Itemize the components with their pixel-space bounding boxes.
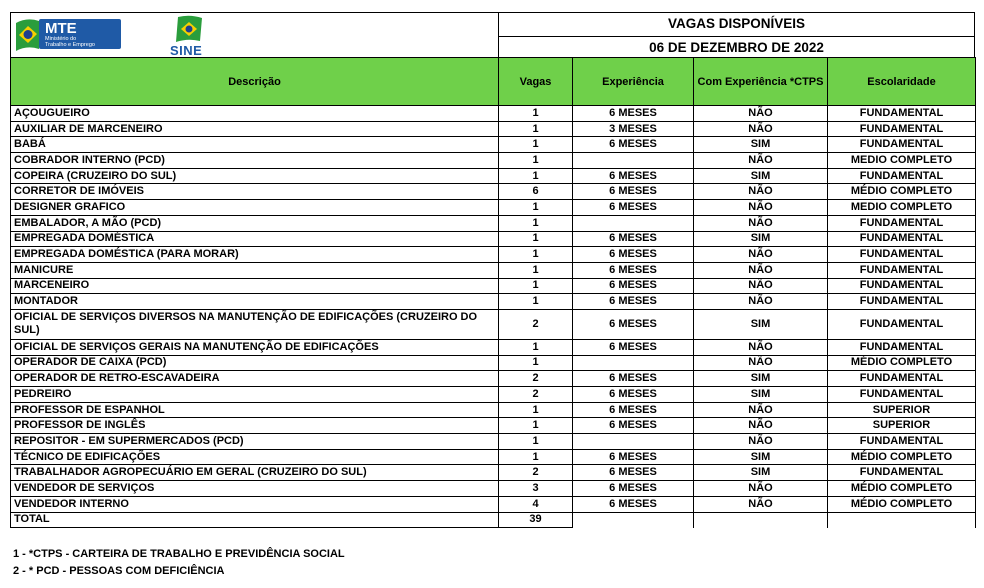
cell-vagas: 3 xyxy=(499,481,573,497)
footnote-pcd: 2 - * PCD - PESSOAS COM DEFICIÊNCIA xyxy=(13,565,225,577)
cell-ctps: NÃO xyxy=(694,496,828,512)
cell-experiencia: 6 MESES xyxy=(573,231,694,247)
cell-ctps: NÃO xyxy=(694,434,828,450)
table-row xyxy=(11,294,976,310)
cell-descricao: EMPREGADA DOMÉSTICA (PARA MORAR) xyxy=(11,247,499,263)
column-header-ctps: Com Experiência *CTPS xyxy=(694,58,828,106)
table-row xyxy=(11,481,976,497)
cell-escolaridade: MÉDIO COMPLETO xyxy=(828,355,976,371)
cell-ctps: NÃO xyxy=(694,121,828,137)
cell-vagas: 1 xyxy=(499,278,573,294)
cell-escolaridade: MÉDIO COMPLETO xyxy=(828,481,976,497)
table-row xyxy=(11,153,976,169)
cell-escolaridade: FUNDAMENTAL xyxy=(828,309,976,339)
cell-experiencia: 6 MESES xyxy=(573,200,694,216)
cell-experiencia xyxy=(573,215,694,231)
cell-descricao: COBRADOR INTERNO (PCD) xyxy=(11,153,499,169)
total-empty-cell xyxy=(694,512,828,528)
cell-vagas: 1 xyxy=(499,434,573,450)
cell-experiencia: 6 MESES xyxy=(573,387,694,403)
cell-experiencia xyxy=(573,434,694,450)
cell-vagas: 1 xyxy=(499,339,573,355)
table-row xyxy=(11,339,976,355)
table-row xyxy=(11,278,976,294)
cell-ctps: NÃO xyxy=(694,294,828,310)
cell-experiencia: 6 MESES xyxy=(573,184,694,200)
cell-experiencia: 6 MESES xyxy=(573,339,694,355)
sine-logo xyxy=(166,15,216,57)
cell-experiencia xyxy=(573,153,694,169)
total-empty-cell xyxy=(573,512,694,528)
cell-escolaridade: FUNDAMENTAL xyxy=(828,168,976,184)
table-row xyxy=(11,449,976,465)
cell-descricao: DESIGNER GRAFICO xyxy=(11,200,499,216)
cell-descricao: PROFESSOR DE ESPANHOL xyxy=(11,402,499,418)
cell-descricao: PROFESSOR DE INGLÊS xyxy=(11,418,499,434)
cell-escolaridade: FUNDAMENTAL xyxy=(828,106,976,122)
cell-escolaridade: SUPERIOR xyxy=(828,402,976,418)
mte-logo-text: MTE xyxy=(45,20,77,37)
cell-descricao: OPERADOR DE CAIXA (PCD) xyxy=(11,355,499,371)
cell-descricao: MARCENEIRO xyxy=(11,278,499,294)
table-row xyxy=(11,496,976,512)
cell-vagas: 1 xyxy=(499,215,573,231)
cell-vagas: 2 xyxy=(499,387,573,403)
cell-experiencia xyxy=(573,355,694,371)
page-date: 06 DE DEZEMBRO DE 2022 xyxy=(499,36,974,59)
cell-escolaridade: SUPERIOR xyxy=(828,418,976,434)
cell-escolaridade: FUNDAMENTAL xyxy=(828,137,976,153)
cell-escolaridade: MÉDIO COMPLETO xyxy=(828,449,976,465)
cell-experiencia: 6 MESES xyxy=(573,278,694,294)
total-row xyxy=(11,512,976,528)
cell-ctps: SIM xyxy=(694,465,828,481)
column-header-experiencia: Experiência xyxy=(573,58,694,106)
cell-ctps: NÃO xyxy=(694,339,828,355)
cell-escolaridade: FUNDAMENTAL xyxy=(828,371,976,387)
cell-descricao: OFICIAL DE SERVIÇOS GERAIS NA MANUTENÇÃO DE EDIFICAÇÕES xyxy=(11,339,499,355)
cell-vagas: 2 xyxy=(499,371,573,387)
cell-descricao: AUXILIAR DE MARCENEIRO xyxy=(11,121,499,137)
page-title: VAGAS DISPONÍVEIS xyxy=(667,16,806,31)
cell-escolaridade: FUNDAMENTAL xyxy=(828,465,976,481)
cell-ctps: NÃO xyxy=(694,215,828,231)
cell-vagas: 4 xyxy=(499,496,573,512)
cell-vagas: 1 xyxy=(499,449,573,465)
cell-descricao: PEDREIRO xyxy=(11,387,499,403)
cell-experiencia: 3 MESES xyxy=(573,121,694,137)
cell-vagas: 1 xyxy=(499,402,573,418)
cell-descricao: REPOSITOR - EM SUPERMERCADOS (PCD) xyxy=(11,434,499,450)
mte-logo xyxy=(13,15,121,53)
cell-ctps: SIM xyxy=(694,449,828,465)
cell-descricao: TÉCNICO DE EDIFICAÇÕES xyxy=(11,449,499,465)
table-row xyxy=(11,465,976,481)
cell-escolaridade: FUNDAMENTAL xyxy=(828,434,976,450)
table-row xyxy=(11,309,976,339)
cell-ctps: NÃO xyxy=(694,418,828,434)
cell-descricao: AÇOUGUEIRO xyxy=(11,106,499,122)
total-empty-cell xyxy=(828,512,976,528)
cell-vagas: 1 xyxy=(499,153,573,169)
cell-escolaridade: FUNDAMENTAL xyxy=(828,278,976,294)
cell-escolaridade: FUNDAMENTAL xyxy=(828,262,976,278)
total-value: 39 xyxy=(499,512,573,528)
column-header-descricao: Descrição xyxy=(11,58,499,106)
cell-vagas: 1 xyxy=(499,247,573,263)
table-row xyxy=(11,402,976,418)
table-row xyxy=(11,418,976,434)
cell-ctps: SIM xyxy=(694,231,828,247)
cell-ctps: SIM xyxy=(694,387,828,403)
table-row xyxy=(11,106,976,122)
cell-experiencia: 6 MESES xyxy=(573,168,694,184)
cell-descricao: MONTADOR xyxy=(11,294,499,310)
table-row xyxy=(11,137,976,153)
mte-wordmark xyxy=(39,19,121,49)
cell-vagas: 1 xyxy=(499,418,573,434)
cell-escolaridade: MEDIO COMPLETO xyxy=(828,153,976,169)
column-header-vagas: Vagas xyxy=(499,58,573,106)
sine-logo-text: SINE xyxy=(170,43,203,58)
cell-ctps: SIM xyxy=(694,168,828,184)
table-row xyxy=(11,247,976,263)
cell-experiencia: 6 MESES xyxy=(573,449,694,465)
total-label: TOTAL xyxy=(11,512,499,528)
cell-ctps: NÃO xyxy=(694,184,828,200)
table-row xyxy=(11,262,976,278)
cell-experiencia: 6 MESES xyxy=(573,481,694,497)
cell-ctps: NÃO xyxy=(694,402,828,418)
cell-experiencia: 6 MESES xyxy=(573,402,694,418)
cell-descricao: EMBALADOR, A MÃO (PCD) xyxy=(11,215,499,231)
cell-ctps: SIM xyxy=(694,371,828,387)
title-cell xyxy=(498,12,975,58)
table-row xyxy=(11,184,976,200)
footnotes xyxy=(13,546,345,580)
cell-vagas: 1 xyxy=(499,137,573,153)
table-row xyxy=(11,371,976,387)
cell-descricao: VENDEDOR INTERNO xyxy=(11,496,499,512)
cell-descricao: EMPREGADA DOMÉSTICA xyxy=(11,231,499,247)
column-header-escolaridade: Escolaridade xyxy=(828,58,976,106)
cell-descricao: BABÁ xyxy=(11,137,499,153)
cell-experiencia: 6 MESES xyxy=(573,106,694,122)
document-header xyxy=(10,12,975,58)
cell-escolaridade: MEDIO COMPLETO xyxy=(828,200,976,216)
cell-ctps: NÃO xyxy=(694,481,828,497)
cell-vagas: 1 xyxy=(499,231,573,247)
cell-ctps: NÃO xyxy=(694,106,828,122)
cell-vagas: 1 xyxy=(499,106,573,122)
table-row xyxy=(11,231,976,247)
cell-experiencia: 6 MESES xyxy=(573,418,694,434)
cell-escolaridade: FUNDAMENTAL xyxy=(828,121,976,137)
cell-descricao: OPERADOR DE RETRO-ESCAVADEIRA xyxy=(11,371,499,387)
sine-flag-icon xyxy=(166,15,216,45)
cell-ctps: NÃO xyxy=(694,262,828,278)
cell-escolaridade: FUNDAMENTAL xyxy=(828,231,976,247)
cell-ctps: SIM xyxy=(694,137,828,153)
cell-experiencia: 6 MESES xyxy=(573,294,694,310)
table-row xyxy=(11,434,976,450)
cell-experiencia: 6 MESES xyxy=(573,262,694,278)
cell-vagas: 2 xyxy=(499,465,573,481)
table-row xyxy=(11,215,976,231)
cell-escolaridade: FUNDAMENTAL xyxy=(828,387,976,403)
footnote-ctps: 1 - *CTPS - CARTEIRA DE TRABALHO E PREVIDÊNCIA SOCIAL xyxy=(13,548,345,560)
cell-vagas: 1 xyxy=(499,294,573,310)
cell-experiencia: 6 MESES xyxy=(573,371,694,387)
cell-descricao: MANICURE xyxy=(11,262,499,278)
cell-escolaridade: FUNDAMENTAL xyxy=(828,339,976,355)
cell-descricao: OFICIAL DE SERVIÇOS DIVERSOS NA MANUTENÇÃO DE EDIFICAÇÕES (CRUZEIRO DO SUL) xyxy=(11,309,499,339)
table-header-row xyxy=(11,58,976,106)
cell-ctps: NÃO xyxy=(694,278,828,294)
cell-experiencia: 6 MESES xyxy=(573,137,694,153)
cell-descricao: COPEIRA (CRUZEIRO DO SUL) xyxy=(11,168,499,184)
table-row xyxy=(11,387,976,403)
vacancies-table xyxy=(10,57,976,528)
cell-ctps: NÃO xyxy=(694,200,828,216)
cell-vagas: 1 xyxy=(499,168,573,184)
cell-vagas: 2 xyxy=(499,309,573,339)
cell-escolaridade: MÉDIO COMPLETO xyxy=(828,184,976,200)
logo-cell xyxy=(10,12,499,58)
cell-escolaridade: FUNDAMENTAL xyxy=(828,215,976,231)
cell-experiencia: 6 MESES xyxy=(573,496,694,512)
table-row xyxy=(11,168,976,184)
cell-escolaridade: FUNDAMENTAL xyxy=(828,247,976,263)
cell-descricao: CORRETOR DE IMÓVEIS xyxy=(11,184,499,200)
cell-experiencia: 6 MESES xyxy=(573,309,694,339)
cell-vagas: 1 xyxy=(499,200,573,216)
cell-ctps: NÃO xyxy=(694,355,828,371)
cell-ctps: SIM xyxy=(694,309,828,339)
mte-logo-subtitle: Ministério do Trabalho e Emprego xyxy=(45,36,95,48)
cell-descricao: TRABALHADOR AGROPECUÁRIO EM GERAL (CRUZEIRO DO SUL) xyxy=(11,465,499,481)
cell-vagas: 1 xyxy=(499,121,573,137)
cell-vagas: 1 xyxy=(499,262,573,278)
cell-experiencia: 6 MESES xyxy=(573,465,694,481)
table-body xyxy=(11,106,976,513)
cell-vagas: 1 xyxy=(499,355,573,371)
cell-escolaridade: FUNDAMENTAL xyxy=(828,294,976,310)
cell-ctps: NÃO xyxy=(694,247,828,263)
cell-descricao: VENDEDOR DE SERVIÇOS xyxy=(11,481,499,497)
table-row xyxy=(11,121,976,137)
cell-escolaridade: MÉDIO COMPLETO xyxy=(828,496,976,512)
cell-vagas: 6 xyxy=(499,184,573,200)
cell-experiencia: 6 MESES xyxy=(573,247,694,263)
cell-ctps: NÃO xyxy=(694,153,828,169)
table-row xyxy=(11,200,976,216)
table-row xyxy=(11,355,976,371)
